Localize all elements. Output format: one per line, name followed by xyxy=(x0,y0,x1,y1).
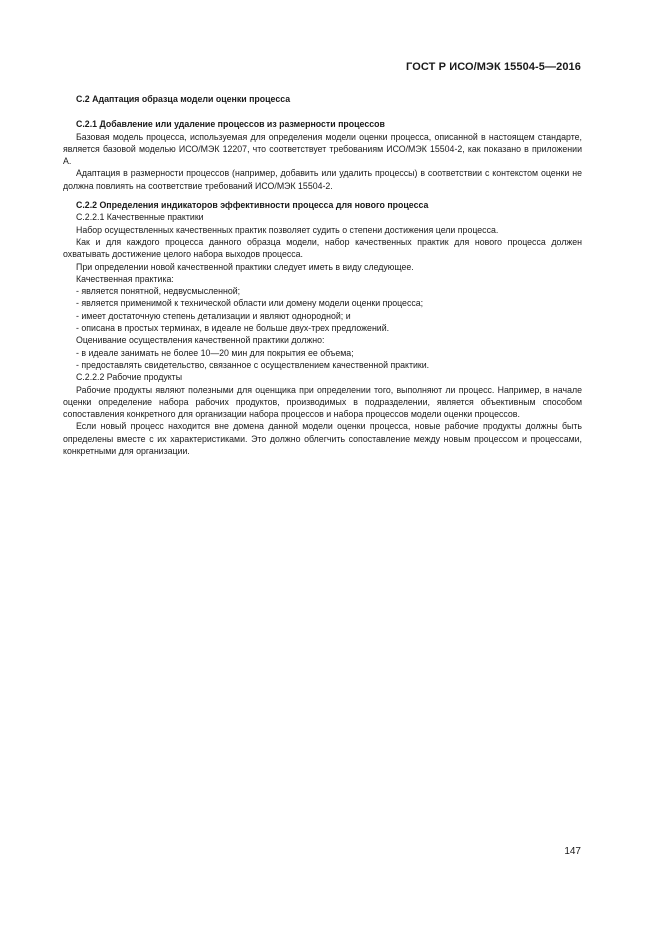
section-c221-title: С.2.2.1 Качественные практики xyxy=(76,212,204,223)
section-c222-title: С.2.2.2 Рабочие продукты xyxy=(76,372,183,383)
section-c222-paragraph-1: Рабочие продукты являют полезными для оценщика при определении того, выполняют ли процесс. Например, в начале оценки определение набора рабочих продуктов, производимых в подразделении, является объективным способом сопоставления конкретного для организации набора процессов и набора процессов модели оценки процессов. xyxy=(63,384,582,420)
section-c221-paragraph-2: Как и для каждого процесса данного образца модели, набор качественных практик для нового процесса должен охватывать достижение целого набора выходов процесса. xyxy=(63,236,582,260)
section-c2-title: С.2 Адаптация образца модели оценки процесса xyxy=(76,94,291,104)
list-item: - в идеале занимать не более 10—20 мин для покрытия ее объема; xyxy=(76,347,354,358)
section-c21-paragraph-1: Базовая модель процесса, используемая для определения модели оценки процесса, описанной в настоящем стандарте, является базовой моделью ИСО/МЭК 12207, что соответствует требованиям ИСО/МЭК 15504-2, как показано в приложении А. xyxy=(63,131,582,167)
list-item: - является понятной, недвусмысленной; xyxy=(76,286,241,297)
section-c21-title: С.2.1 Добавление или удаление процессов из размерности процессов xyxy=(76,119,385,130)
list-item: - описана в простых терминах, в идеале не больше двух-трех предложений. xyxy=(76,323,390,334)
document-body xyxy=(63,93,582,457)
list-item: - предоставлять свидетельство, связанное с осуществлением качественной практики. xyxy=(76,359,430,370)
list-item: - имеет достаточную степень детализации и являют однородной; и xyxy=(76,310,351,321)
document-header: ГОСТ Р ИСО/МЭК 15504-5—2016 xyxy=(406,61,581,73)
section-c221-paragraph-3: При определении новой качественной практики следует иметь в виду следующее. xyxy=(76,261,414,272)
section-c222-paragraph-2: Если новый процесс находится вне домена данной модели оценки процесса, новые рабочие продукты должны быть определены вместе с их характеристиками. Это должно облегчить сопоставление между новым процессом и процессами, конкретными для организации. xyxy=(63,421,582,457)
section-c22-title: С.2.2 Определения индикаторов эффективности процесса для нового процесса xyxy=(76,200,429,211)
section-c21-paragraph-2: Адаптация в размерности процессов (например, добавить или удалить процессы) в соответствии с контекстом оценки не должна повлиять на соответствие требований ИСО/МЭК 15504-2. xyxy=(63,168,582,191)
assessment-intro: Оценивание осуществления качественной практики должно: xyxy=(76,335,325,346)
list-item: - является применимой к технической области или домену модели оценки процесса; xyxy=(76,298,424,309)
qualitative-practice-intro: Качественная практика: xyxy=(76,273,174,284)
page-number: 147 xyxy=(564,846,581,857)
section-c221-paragraph-1: Набор осуществленных качественных практик позволяет судить о степени достижения цели процесса. xyxy=(76,224,499,235)
